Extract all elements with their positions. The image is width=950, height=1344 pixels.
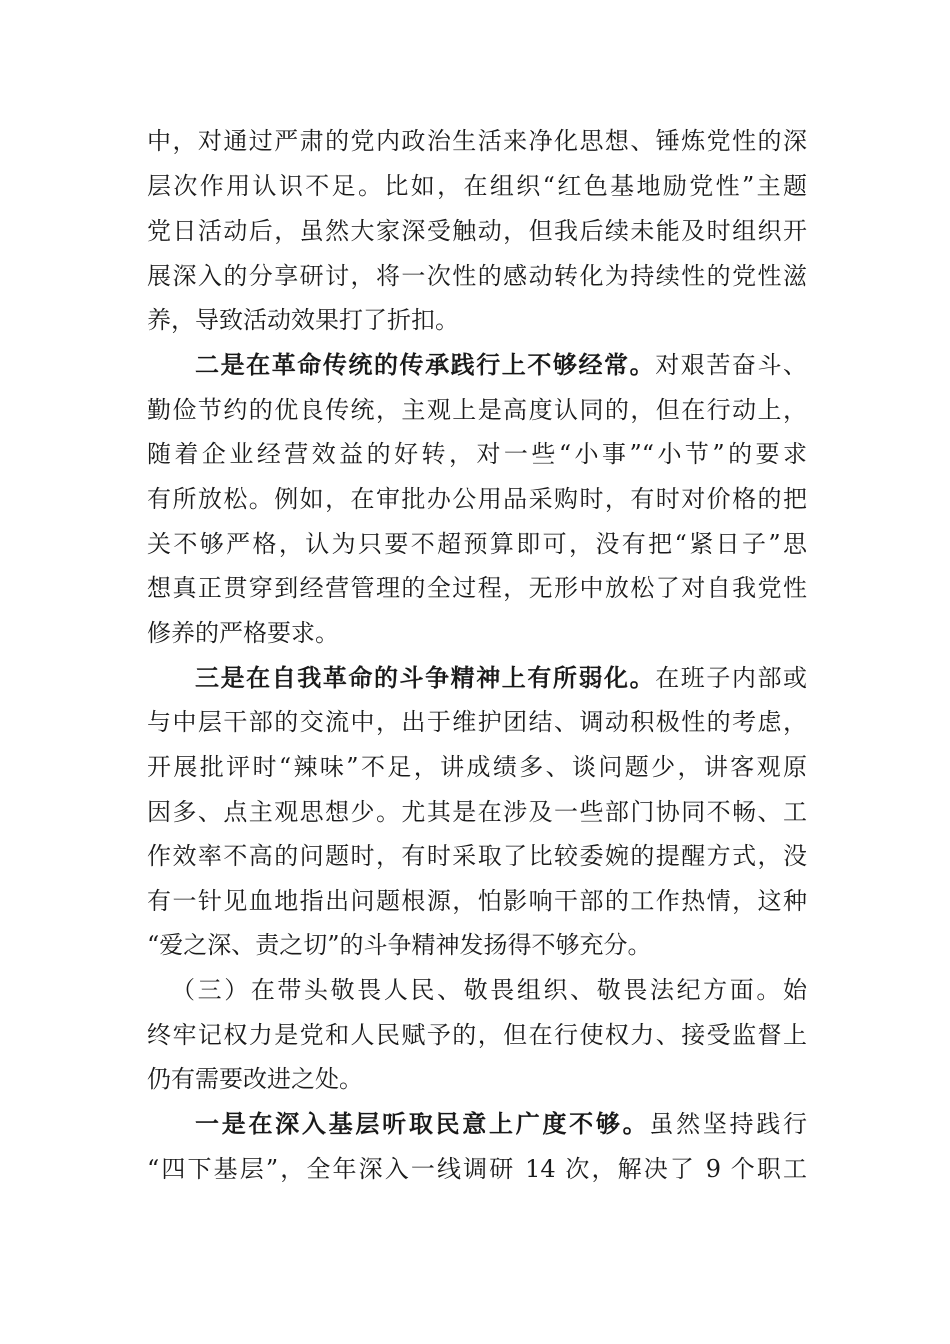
paragraph-first-line (195, 343, 807, 387)
text-line: 作效率不高的问题时，有时采取了比较委婉的提醒方式，没 (147, 842, 807, 870)
section-heading: 一是在深入基层听取民意上广度不够。 (195, 1110, 650, 1138)
text-line: 仍有需要改进之处。 (147, 1065, 363, 1093)
text-span: 在班子内部或 (655, 664, 808, 692)
paragraph-first-line (195, 1102, 807, 1146)
text-line: “爱之深、责之切”的斗争精神发扬得不够充分。 (147, 931, 652, 959)
text-span: 虽然坚持践行 (649, 1110, 808, 1138)
text-line: 党日活动后，虽然大家深受触动，但我后续未能及时组织开 (147, 217, 807, 245)
text-line: 开展批评时“辣味”不足，讲成绩多、谈问题少，讲客观原 (147, 753, 807, 781)
text-line: 展深入的分享研讨，将一次性的感动转化为持续性的党性滋 (147, 262, 807, 290)
text-line: 因多、点主观思想少。尤其是在涉及一些部门协同不畅、工 (147, 798, 807, 826)
text-line: 勤俭节约的优良传统，主观上是高度认同的，但在行动上， (147, 396, 807, 424)
text-line: 层次作用认识不足。比如，在组织“红色基地励党性”主题 (147, 172, 807, 200)
text-span: 对艰苦奋斗、 (655, 351, 808, 379)
text-line: 中，对通过严肃的党内政治生活来净化思想、锤炼党性的深 (147, 127, 807, 155)
text-line: 有所放松。例如，在审批办公用品采购时，有时对价格的把 (147, 485, 807, 513)
text-line: 关不够严格，认为只要不超预算即可，没有把“紧日子”思 (147, 530, 807, 558)
text-line: “四下基层”，全年深入一线调研 14 次，解决了 9 个职工 (147, 1155, 807, 1183)
text-line: 修养的严格要求。 (147, 619, 339, 647)
text-line: 养，导致活动效果打了折扣。 (147, 306, 459, 334)
section-heading: 二是在革命传统的传承践行上不够经常。 (195, 351, 656, 379)
text-line: 随着企业经营效益的好转，对一些“小事”“小节”的要求 (147, 440, 807, 468)
section-subheading-line: （三）在带头敬畏人民、敬畏组织、敬畏法纪方面。始 (171, 976, 807, 1004)
section-heading: 三是在自我革命的斗争精神上有所弱化。 (195, 664, 656, 692)
text-line: 想真正贯穿到经营管理的全过程，无形中放松了对自我党性 (147, 574, 807, 602)
paragraph-first-line (195, 656, 807, 700)
text-line: 与中层干部的交流中，出于维护团结、调动积极性的考虑， (147, 708, 807, 736)
text-line: 终牢记权力是党和人民赋予的，但在行使权力、接受监督上 (147, 1021, 807, 1049)
text-line: 有一针见血地指出问题根源，怕影响干部的工作热情，这种 (147, 887, 807, 915)
